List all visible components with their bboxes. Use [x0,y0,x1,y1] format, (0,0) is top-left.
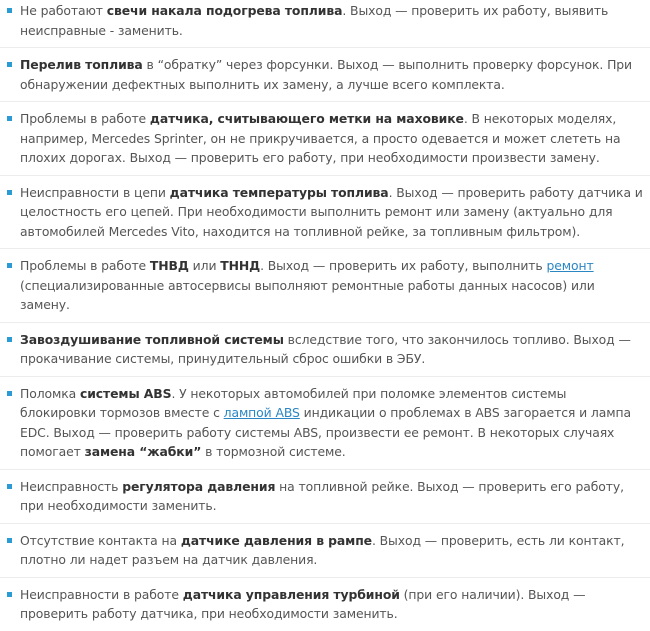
item-text: в тормозной системе. [201,444,346,459]
item-text: Проблемы в работе [20,258,150,273]
bullet-square-icon [7,337,12,342]
list-item [0,0,650,48]
bold-term: ТНВД [149,258,189,273]
list-item [0,182,650,250]
bold-term: датчике давления в рампе [180,532,372,548]
item-text: Неисправности в цепи [20,184,170,200]
bullet-square-icon [7,116,12,121]
item-text: . В некоторых моделях, например, Mercedes Sprinter, он не прикручивается, а просто одевается и может слететь на плохих дорогах. Выход — проверить его работу, при необходимости произвести замену. [20,111,621,165]
item-text: Неисправности в работе [20,586,183,602]
item-text: . Выход — проверить их работу, выявить неисправные - заменить. [20,3,609,38]
bullet-square-icon [7,484,12,489]
list-item [0,255,650,323]
item-text: Проблемы в работе [20,111,150,126]
item-text: Отсутствие контакта на [20,532,181,548]
item-text: в “обратку” через форсунки. Выход — выполнить проверку форсунок. При обнаружении дефектных выполнить их замену, а лучше всего комплекта. [20,57,633,92]
item-text: Неисправность [20,478,123,494]
bullet-square-icon [7,8,12,13]
bullet-square-icon [7,391,12,396]
inline-link[interactable]: ремонт [546,258,594,273]
bold-term: свечи накала подогрева топлива [106,3,343,18]
list-item [0,329,650,377]
bold-term: датчика управления турбиной [182,586,400,602]
item-text: . Выход — проверить работу датчика и целостность его цепей. При необходимости выполнить ремонт или замену (актуально для автомобилей Mercedes Vito, находится на топливной рейке, за топливным фильтром). [20,184,643,239]
list-item [0,54,650,102]
bold-term: Перелив топлива [20,57,143,72]
item-text: Не работают [20,3,107,18]
item-text: . Выход — проверить, есть ли контакт, плотно ли надет разъем на датчик давления. [20,532,625,567]
bold-term: регулятора давления [122,478,276,494]
bullet-square-icon [7,190,12,195]
bold-term: системы ABS [79,385,172,401]
item-text: . Выход — проверить их работу, выполнить [260,258,547,273]
list-item [0,383,650,470]
list-item [0,108,650,176]
bold-term: замена “жабки” [84,444,202,459]
bullet-square-icon [7,592,12,597]
bold-term: датчика, считывающего метки на маховике [149,111,464,126]
item-text: или [188,258,221,273]
list-item [0,530,650,578]
bullet-square-icon [7,62,12,67]
bold-term: ТННД [220,258,261,273]
item-text: (при его наличии). Выход — проверить работу датчика, при необходимости заменить. [20,586,586,621]
item-text: на топливной рейке. Выход — проверить его работу, при необходимости заменить. [20,478,624,513]
inline-link[interactable]: лампой ABS [223,405,300,420]
item-text: . У некоторых автомобилей при поломке элементов системы блокировки тормозов вместе с [20,385,567,420]
item-text: (специализированные автосервисы выполняют ремонтные работы данных насосов) или замену. [20,277,595,312]
bold-term: Завоздушивание топливной системы [20,331,284,347]
bold-term: датчика температуры топлива [169,184,389,200]
item-text: вследствие того, что закончилось топливо. Выход — прокачивание системы, принудительный сброс ошибки в ЭБУ. [20,331,631,366]
bullet-square-icon [7,263,12,268]
item-text: Поломка [20,385,80,401]
item-text: индикации о проблемах в ABS загорается и лампа EDC. Выход — проверить работу системы ABS, произвести ее ремонт. В некоторых случаях помогает [20,405,631,459]
bullet-square-icon [7,538,12,543]
list-item [0,476,650,524]
list-item [0,584,650,631]
